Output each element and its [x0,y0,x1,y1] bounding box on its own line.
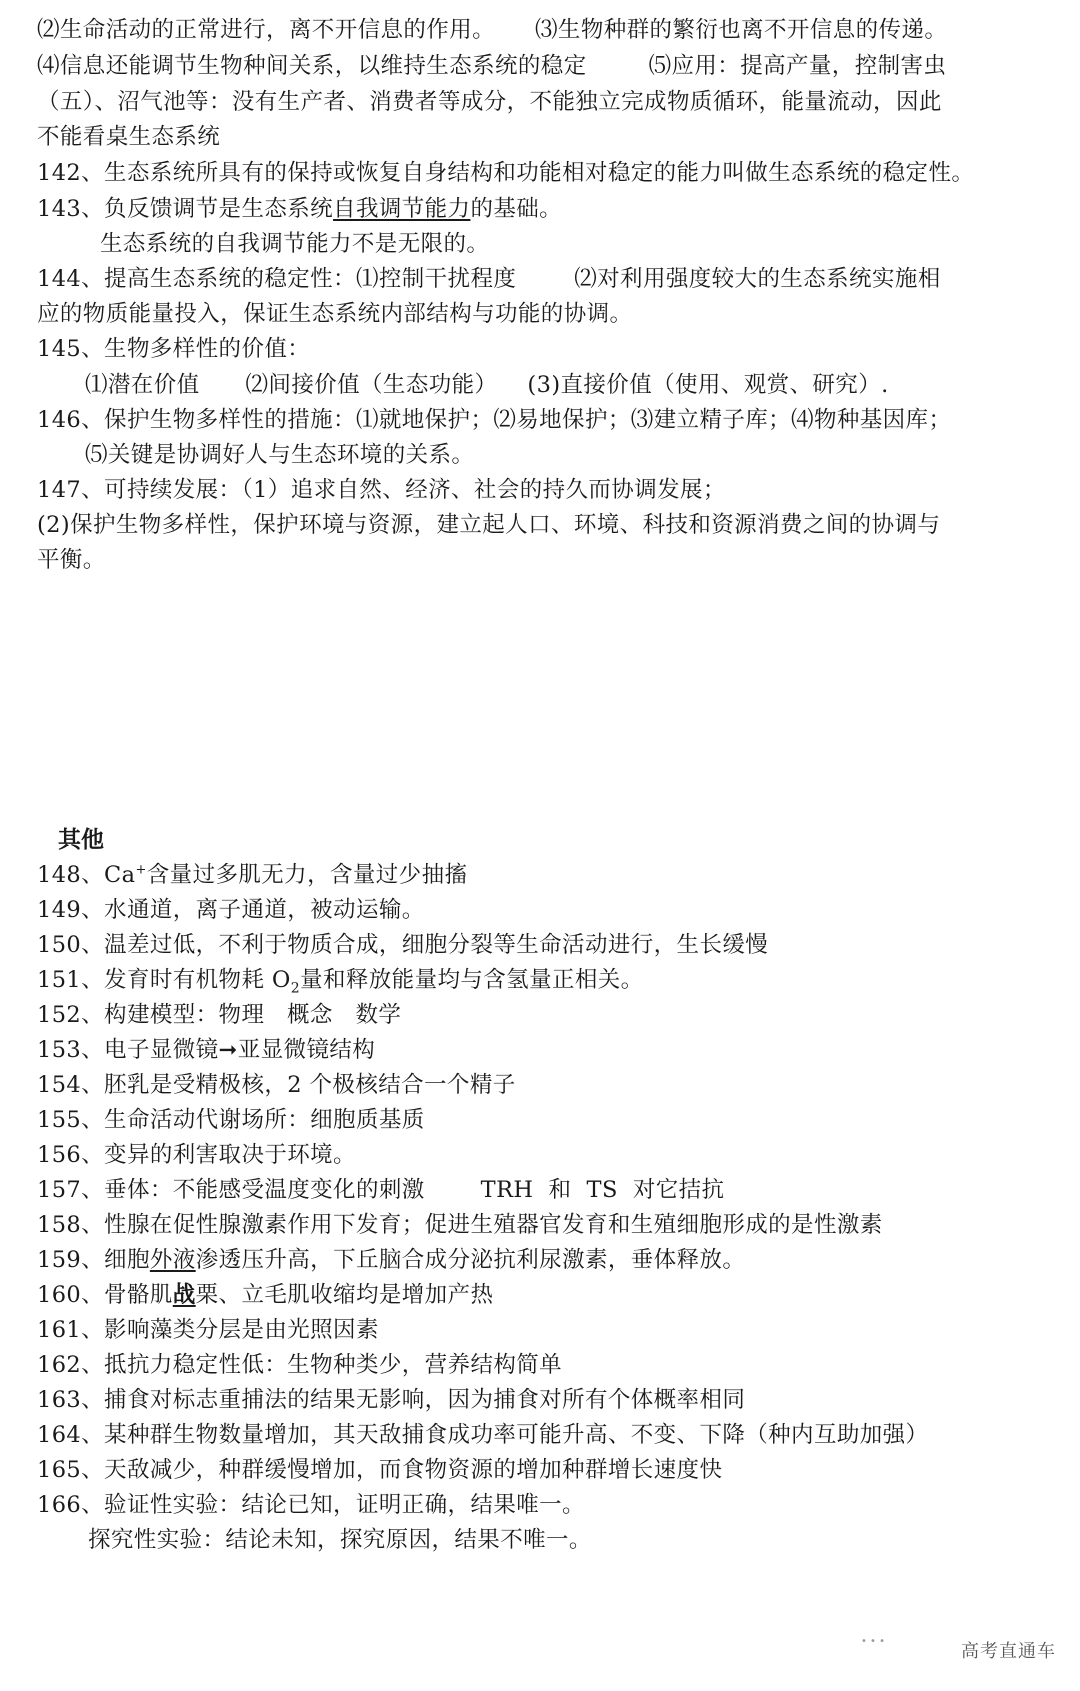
item-159-tail: 渗透压升高，下丘脑合成分泌抗利尿激素，垂体释放。 [195,1247,746,1273]
item-160-tail: 栗、立毛肌收缩均是增加产热 [195,1282,494,1308]
item-166: 166、验证性实验：结论已知，证明正确，结果唯一。 [37,1492,585,1518]
point-3-text: ⑶生物种群的繁衍也离不开信息的传递。 [535,17,948,43]
item-154: 154、胚乳是受精极核，2 个极核结合一个精子 [37,1072,516,1098]
value-direct: (3)直接价值（使用、观赏、研究）. [527,372,889,398]
item-143 [37,191,1060,227]
value-indirect: ⑵间接价值（生态功能） [245,372,498,398]
item-143-text: 143、负反馈调节是生态系统 [37,196,334,222]
item-161: 161、影响藻类分层是由光照因素 [37,1317,379,1343]
subscript: 2 [290,980,301,997]
item-148 [37,857,1060,893]
item-151-tail: 量和释放能量均与含氢量正相关。 [300,967,644,993]
item-145-values [85,367,1060,403]
underlined-term: 外液 [149,1247,196,1273]
text-line [37,12,1060,48]
item-166-cont: 探究性实验：结论未知，探究原因，结果不唯一。 [88,1527,592,1553]
item-157-text: 157、垂体：不能感受温度变化的刺激 [37,1177,425,1203]
item-145: 145、生物多样性的价值： [37,336,311,362]
point-2-text: ⑵生命活动的正常进行，离不开信息的作用。 [37,17,496,43]
item-155: 155、生命活动代谢场所：细胞质基质 [37,1107,425,1133]
value-potential: ⑴潜在价值 [85,372,200,398]
item-153: 153、电子显微镜➞亚显微镜结构 [37,1037,376,1063]
item-149: 149、水通道，离子通道，被动运输。 [37,897,425,923]
underlined-term: 战 [172,1282,196,1308]
point-5-text: ⑸应用：提高产量，控制害虫 [648,53,947,79]
text-line: 不能看桌生态系统 [37,124,221,150]
underlined-term: 自我调节能力 [333,196,471,222]
item-146: 146、保护生物多样性的措施：⑴就地保护；⑵易地保护；⑶建立精子库；⑷物种基因库； [37,407,952,433]
item-157-tail: TRH 和 TS 对它拮抗 [480,1177,725,1203]
watermark: 高考直通车 [961,1641,1056,1662]
item-164: 164、某种群生物数量增加，其天敌捕食成功率可能升高、不变、下降（种内互助加强） [37,1422,929,1448]
item-148-text: 148、Ca [37,862,136,888]
item-150: 150、温差过低，不利于物质合成，细胞分裂等生命活动进行，生长缓慢 [37,932,769,958]
item-148-tail: 含量过多肌无力，含量过少抽搐 [146,862,468,888]
item-162: 162、抵抗力稳定性低：生物种类少，营养结构简单 [37,1352,563,1378]
item-163: 163、捕食对标志重捕法的结果无影响，因为捕食对所有个体概率相同 [37,1387,746,1413]
item-156: 156、变异的利害取决于环境。 [37,1142,356,1168]
item-147-end: 平衡。 [37,547,106,573]
item-144-part2: ⑵对利用强度较大的生态系统实施相 [574,266,941,292]
item-151 [37,962,1060,998]
item-157 [37,1172,1060,1208]
item-147-cont: (2)保护生物多样性，保护环境与资源，建立起人口、环境、科技和资源消费之间的协调与 [37,512,941,538]
item-152: 152、构建模型：物理 概念 数学 [37,1002,402,1028]
item-144 [37,261,1060,297]
point-4-text: ⑷信息还能调节生物种间关系，以维持生态系统的稳定 [37,53,587,79]
item-144-cont: 应的物质能量投入，保证生态系统内部结构与功能的协调。 [37,301,633,327]
item-144-part1: 144、提高生态系统的稳定性：⑴控制干扰程度 [37,266,517,292]
item-142: 142、生态系统所具有的保持或恢复自身结构和功能相对稳定的能力叫做生态系统的稳定性。 [37,160,975,186]
item-151-text: 151、发育时有机物耗 O [37,967,291,993]
section-heading: 其他 [58,826,104,853]
item-159-text: 159、细胞 [37,1247,150,1273]
text-line [37,48,1060,84]
item-165: 165、天敌减少，种群缓慢增加，而食物资源的增加种群增长速度快 [37,1457,723,1483]
superscript: + [135,862,147,878]
item-143-note: 生态系统的自我调节能力不是无限的。 [100,231,490,257]
item-147: 147、可持续发展：（1）追求自然、经济、社会的持久而协调发展； [37,477,726,503]
item-158: 158、性腺在促性腺激素作用下发育；促进生殖器官发育和生殖细胞形成的是性激素 [37,1212,883,1238]
text-line: （五）、沼气池等：没有生产者、消费者等成分，不能独立完成物质循环，能量流动，因此 [37,89,942,115]
item-143-tail: 的基础。 [470,196,563,222]
item-160-text: 160、骨骼肌 [37,1282,173,1308]
item-160 [37,1277,1060,1313]
item-146-cont: ⑸关键是协调好人与生态环境的关系。 [85,442,475,468]
watermark-icon: • • • [860,1636,885,1647]
item-159 [37,1242,1060,1278]
